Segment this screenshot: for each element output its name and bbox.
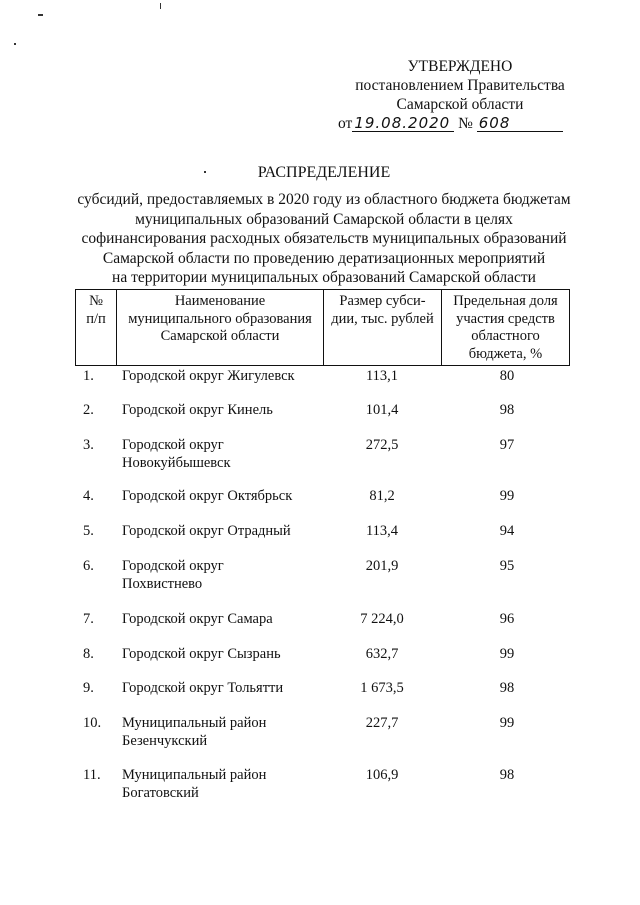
table-row xyxy=(75,766,569,802)
subtitle-line: софинансирования расходных обязательств муниципальных образований xyxy=(81,230,567,247)
table-row xyxy=(75,714,569,750)
row-share: 97 xyxy=(499,437,515,453)
row-number: 6. xyxy=(83,558,94,574)
document-subtitle xyxy=(60,190,588,288)
header-municipality-name: Наименование муниципального образования Самарской области xyxy=(117,290,324,366)
row-subsidy: 1 673,5 xyxy=(360,680,404,696)
table-row xyxy=(75,367,569,385)
row-municipality: Городской округ Отрадный xyxy=(122,523,291,539)
row-subsidy: 101,4 xyxy=(365,402,399,418)
table-row xyxy=(75,557,569,593)
row-municipality: Городской округ Октябрьск xyxy=(122,488,293,504)
table-row xyxy=(75,610,569,628)
from-prefix: от xyxy=(338,115,353,132)
row-share: 98 xyxy=(499,680,515,696)
table-row xyxy=(75,679,569,697)
row-share: 95 xyxy=(499,558,515,574)
approval-date-number-line xyxy=(330,114,590,133)
scan-speck xyxy=(14,43,16,45)
row-number: 4. xyxy=(83,488,94,504)
row-municipality: Городской округ Похвистнево xyxy=(122,558,224,592)
row-municipality: Городской округ Самара xyxy=(122,611,273,627)
row-municipality: Городской округ Кинель xyxy=(122,402,273,418)
table-row xyxy=(75,522,569,540)
row-municipality: Городской округ Новокуйбышевск xyxy=(122,437,231,471)
row-subsidy: 113,4 xyxy=(365,523,399,539)
approval-title: УТВЕРЖДЕНО xyxy=(407,58,513,75)
number-prefix: № xyxy=(458,115,473,132)
row-share: 94 xyxy=(499,523,515,539)
table-row xyxy=(75,487,569,505)
header-subsidy-amount: Размер субси- дии, тыс. рублей xyxy=(324,290,442,366)
subtitle-line: муниципальных образований Самарской области в целях xyxy=(135,210,513,228)
row-share: 98 xyxy=(499,402,515,418)
scan-speck xyxy=(160,3,161,9)
row-subsidy: 106,9 xyxy=(365,767,399,783)
document-title: РАСПРЕДЕЛЕНИЕ xyxy=(257,164,391,181)
row-subsidy: 7 224,0 xyxy=(360,611,404,627)
row-municipality: Городской округ Тольятти xyxy=(122,680,284,696)
approval-block xyxy=(330,57,590,133)
subtitle-line: Самарской области по проведению дератизационных мероприятий xyxy=(102,249,546,267)
handwritten-number: 608 xyxy=(477,115,563,132)
row-subsidy: 81,2 xyxy=(369,488,395,504)
row-share: 99 xyxy=(499,488,515,504)
scan-speck xyxy=(38,14,43,16)
table-row xyxy=(75,645,569,663)
header-number: № п/п xyxy=(76,290,117,366)
subtitle-line: субсидий, предоставляемых в 2020 году из областного бюджета бюджетам xyxy=(77,191,571,208)
row-municipality: Муниципальный район Безенчукский xyxy=(122,715,267,749)
row-number: 2. xyxy=(83,402,94,418)
handwritten-date: 19.08.2020 xyxy=(352,115,454,132)
row-share: 80 xyxy=(499,368,515,384)
row-number: 9. xyxy=(83,680,94,696)
row-number: 3. xyxy=(83,437,94,453)
row-subsidy: 272,5 xyxy=(365,437,399,453)
row-number: 1. xyxy=(83,368,94,384)
row-number: 10. xyxy=(83,715,102,731)
table-row xyxy=(75,436,569,472)
row-number: 5. xyxy=(83,523,94,539)
header-max-share: Предельная доля участия средств областного бюджета, % xyxy=(442,290,570,366)
row-subsidy: 113,1 xyxy=(365,368,399,384)
row-municipality: Муниципальный район Богатовский xyxy=(122,767,267,801)
row-subsidy: 201,9 xyxy=(365,558,399,574)
subtitle-line: на территории муниципальных образований Самарской области xyxy=(112,269,536,286)
row-municipality: Городской округ Жигулевск xyxy=(122,368,295,384)
approval-line-1: постановлением Правительства xyxy=(355,77,565,94)
table-header xyxy=(75,289,570,366)
row-number: 8. xyxy=(83,646,94,662)
row-share: 99 xyxy=(499,646,515,662)
row-share: 96 xyxy=(499,611,515,627)
table-row xyxy=(75,401,569,419)
row-number: 11. xyxy=(83,767,101,783)
row-share: 98 xyxy=(499,767,515,783)
row-municipality: Городской округ Сызрань xyxy=(122,646,281,662)
approval-line-2: Самарской области xyxy=(396,96,524,113)
row-number: 7. xyxy=(83,611,94,627)
row-subsidy: 227,7 xyxy=(365,715,399,731)
row-share: 99 xyxy=(499,715,515,731)
row-subsidy: 632,7 xyxy=(365,646,399,662)
